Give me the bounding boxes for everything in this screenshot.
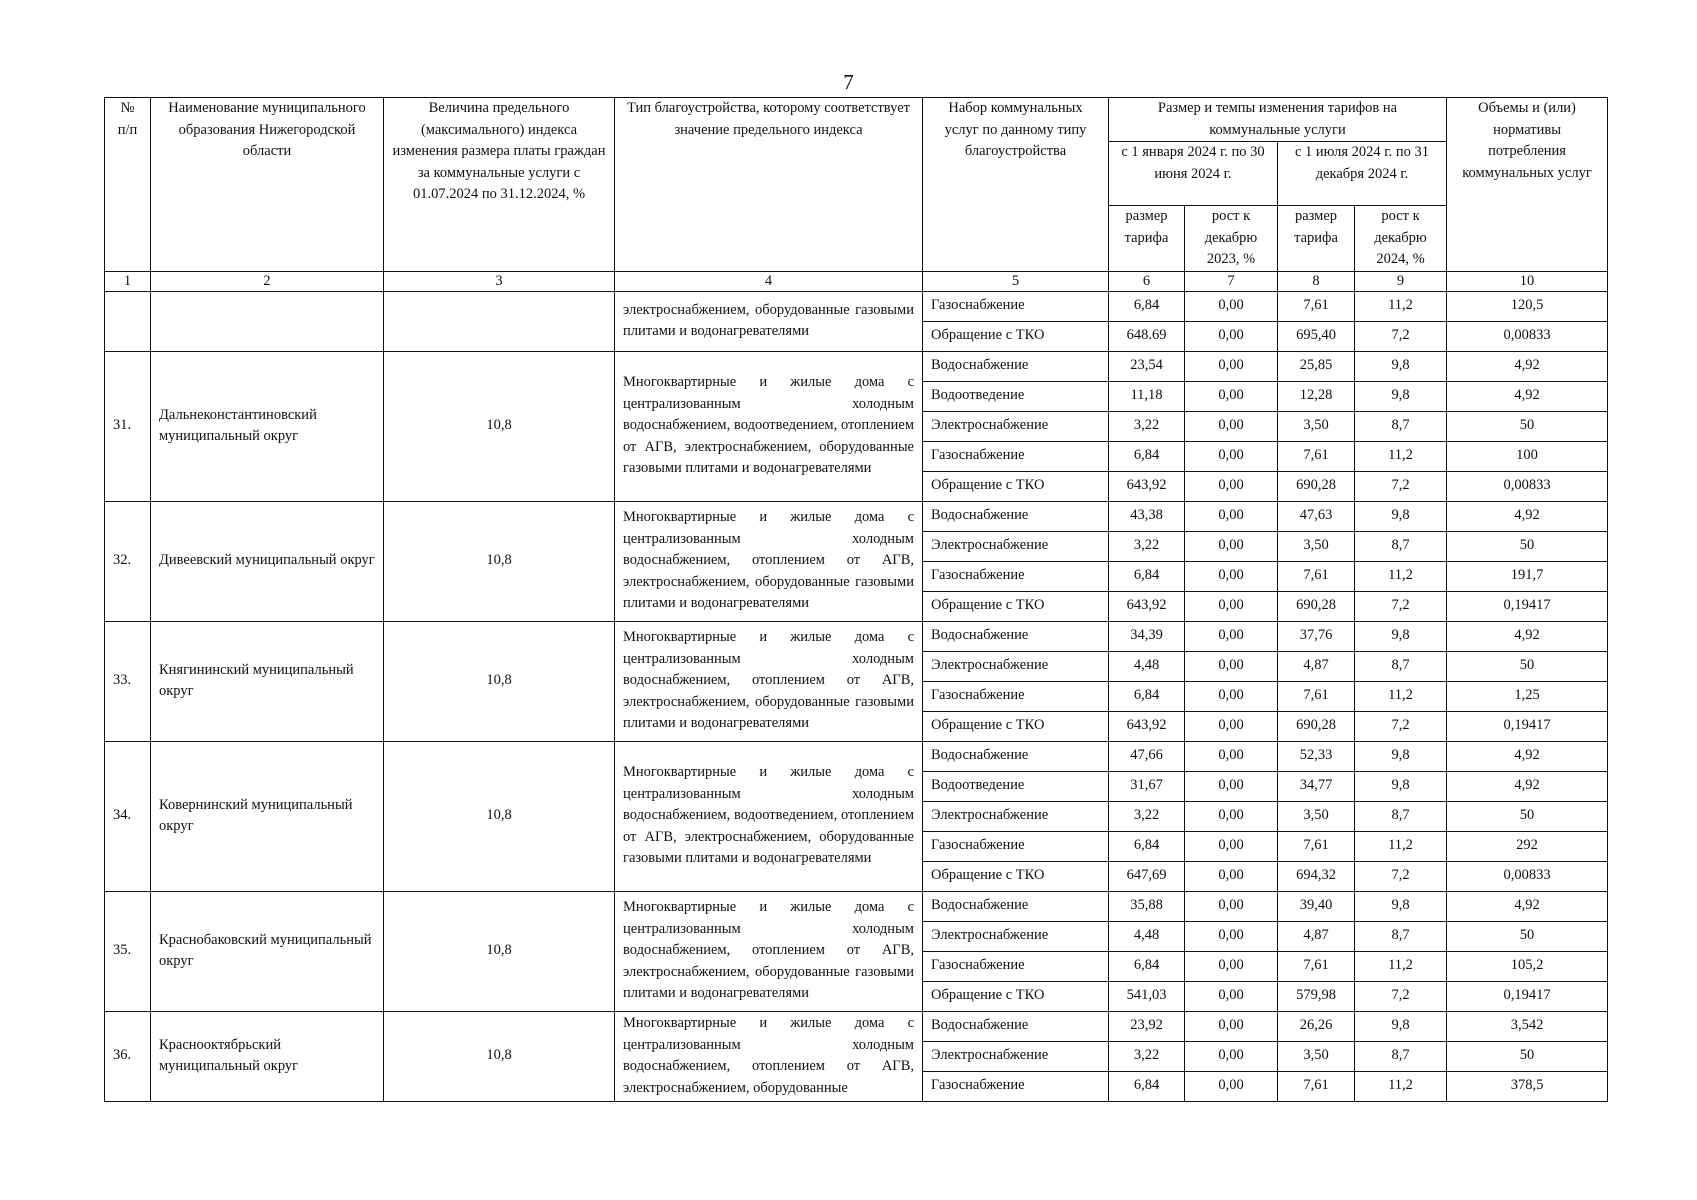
- growth-h2: 11,2: [1355, 561, 1447, 591]
- tariff-h2: 7,61: [1278, 561, 1355, 591]
- service-name: Электроснабжение: [923, 531, 1109, 561]
- table-row: [105, 1011, 1608, 1041]
- growth-h1: 0,00: [1185, 711, 1278, 741]
- consumption-norm: 0,19417: [1447, 981, 1608, 1011]
- growth-h2: 11,2: [1355, 681, 1447, 711]
- service-name: Обращение с ТКО: [923, 711, 1109, 741]
- improvement-type: Многоквартирные и жилые дома с централизованным холодным водоснабжением, отоплением от АГВ, электроснабжением, оборудованные: [615, 1011, 923, 1101]
- consumption-norm: 0,00833: [1447, 861, 1608, 891]
- growth-h1: 0,00: [1185, 801, 1278, 831]
- row-number: 32.: [105, 501, 151, 621]
- growth-h1: 0,00: [1185, 351, 1278, 381]
- growth-h2: 8,7: [1355, 531, 1447, 561]
- tariff-h1: 3,22: [1109, 531, 1185, 561]
- column-number: 1: [105, 271, 151, 291]
- growth-h2: 11,2: [1355, 951, 1447, 981]
- growth-h2: 11,2: [1355, 831, 1447, 861]
- tariff-h1: 6,84: [1109, 831, 1185, 861]
- tariff-h1: 23,54: [1109, 351, 1185, 381]
- consumption-norm: 191,7: [1447, 561, 1608, 591]
- municipality-name: Ковернинский муниципальный округ: [151, 741, 384, 891]
- table-body: [105, 291, 1608, 1101]
- tariff-h2: 37,76: [1278, 621, 1355, 651]
- column-number: 9: [1355, 271, 1447, 291]
- consumption-norm: 4,92: [1447, 621, 1608, 651]
- header-col-growth-1: рост к декабрю 2023, %: [1185, 206, 1278, 272]
- growth-h1: 0,00: [1185, 681, 1278, 711]
- table-header: [105, 98, 1608, 292]
- growth-h2: 9,8: [1355, 501, 1447, 531]
- header-col-number: № п/п: [105, 98, 151, 272]
- growth-h2: 9,8: [1355, 771, 1447, 801]
- consumption-norm: 0,00833: [1447, 321, 1608, 351]
- index-value: 10,8: [384, 891, 615, 1011]
- tariff-h2: 52,33: [1278, 741, 1355, 771]
- consumption-norm: 50: [1447, 801, 1608, 831]
- growth-h1: 0,00: [1185, 771, 1278, 801]
- municipality-name: [151, 291, 384, 351]
- service-name: Газоснабжение: [923, 681, 1109, 711]
- consumption-norm: 50: [1447, 921, 1608, 951]
- growth-h1: 0,00: [1185, 621, 1278, 651]
- improvement-type: Многоквартирные и жилые дома с централизованным холодным водоснабжением, водоотведением, отоплением от АГВ, электроснабжением, оборудованные газовыми плитами и водонагревателями: [615, 351, 923, 501]
- service-name: Электроснабжение: [923, 921, 1109, 951]
- tariff-h1: 541,03: [1109, 981, 1185, 1011]
- tariff-h2: 25,85: [1278, 351, 1355, 381]
- index-value: 10,8: [384, 1011, 615, 1101]
- municipality-name: Дальнеконстантиновский муниципальный округ: [151, 351, 384, 501]
- column-number: 8: [1278, 271, 1355, 291]
- improvement-type: Многоквартирные и жилые дома с централизованным холодным водоснабжением, отоплением от АГВ, электроснабжением, оборудованные газовыми плитами и водонагревателями: [615, 501, 923, 621]
- growth-h2: 7,2: [1355, 321, 1447, 351]
- growth-h1: 0,00: [1185, 741, 1278, 771]
- service-name: Газоснабжение: [923, 291, 1109, 321]
- consumption-norm: 4,92: [1447, 381, 1608, 411]
- tariff-h1: 3,22: [1109, 411, 1185, 441]
- service-name: Газоснабжение: [923, 831, 1109, 861]
- row-number: 31.: [105, 351, 151, 501]
- tariff-h2: 690,28: [1278, 591, 1355, 621]
- service-name: Обращение с ТКО: [923, 321, 1109, 351]
- tariff-table: [104, 97, 1608, 1102]
- consumption-norm: 4,92: [1447, 501, 1608, 531]
- service-name: Обращение с ТКО: [923, 471, 1109, 501]
- growth-h1: 0,00: [1185, 321, 1278, 351]
- column-number: 4: [615, 271, 923, 291]
- tariff-h1: 43,38: [1109, 501, 1185, 531]
- growth-h1: 0,00: [1185, 831, 1278, 861]
- tariff-h1: 6,84: [1109, 561, 1185, 591]
- tariff-h1: 35,88: [1109, 891, 1185, 921]
- growth-h2: 9,8: [1355, 621, 1447, 651]
- column-numbers-row: [105, 271, 1608, 291]
- tariff-h2: 4,87: [1278, 921, 1355, 951]
- tariff-h2: 12,28: [1278, 381, 1355, 411]
- header-col-type: Тип благоустройства, которому соответствует значение предельного индекса: [615, 98, 923, 272]
- index-value: 10,8: [384, 621, 615, 741]
- growth-h2: 11,2: [1355, 1071, 1447, 1101]
- tariff-h2: 7,61: [1278, 831, 1355, 861]
- consumption-norm: 3,542: [1447, 1011, 1608, 1041]
- row-number: 36.: [105, 1011, 151, 1101]
- growth-h1: 0,00: [1185, 1041, 1278, 1071]
- improvement-type: Многоквартирные и жилые дома с централизованным холодным водоснабжением, отоплением от АГВ, электроснабжением, оборудованные газовыми плитами и водонагревателями: [615, 891, 923, 1011]
- header-col-index: Величина предельного (максимального) индекса изменения размера платы граждан за коммунальные услуги с 01.07.2024 по 31.12.2024, %: [384, 98, 615, 272]
- consumption-norm: 0,00833: [1447, 471, 1608, 501]
- tariff-h2: 579,98: [1278, 981, 1355, 1011]
- growth-h1: 0,00: [1185, 501, 1278, 531]
- growth-h2: 8,7: [1355, 1041, 1447, 1071]
- column-number: 6: [1109, 271, 1185, 291]
- improvement-type: Многоквартирные и жилые дома с централизованным холодным водоснабжением, отоплением от АГВ, электроснабжением, оборудованные газовыми плитами и водонагревателями: [615, 621, 923, 741]
- tariff-h2: 3,50: [1278, 1041, 1355, 1071]
- growth-h2: 9,8: [1355, 351, 1447, 381]
- tariff-h1: 6,84: [1109, 681, 1185, 711]
- service-name: Водоотведение: [923, 381, 1109, 411]
- municipality-name: Краснооктябрьский муниципальный округ: [151, 1011, 384, 1101]
- growth-h2: 8,7: [1355, 801, 1447, 831]
- index-value: 10,8: [384, 501, 615, 621]
- tariff-h1: 4,48: [1109, 651, 1185, 681]
- column-number: 5: [923, 271, 1109, 291]
- tariff-h2: 3,50: [1278, 801, 1355, 831]
- table-row: [105, 291, 1608, 321]
- index-value: [384, 291, 615, 351]
- service-name: Электроснабжение: [923, 1041, 1109, 1071]
- tariff-h1: 6,84: [1109, 291, 1185, 321]
- consumption-norm: 4,92: [1447, 351, 1608, 381]
- consumption-norm: 1,25: [1447, 681, 1608, 711]
- header-tariff-group: Размер и темпы изменения тарифов на коммунальные услуги: [1109, 98, 1447, 142]
- tariff-h2: 7,61: [1278, 951, 1355, 981]
- growth-h1: 0,00: [1185, 561, 1278, 591]
- header-col-tariff-2: размер тарифа: [1278, 206, 1355, 272]
- consumption-norm: 50: [1447, 531, 1608, 561]
- service-name: Электроснабжение: [923, 651, 1109, 681]
- service-name: Водоснабжение: [923, 351, 1109, 381]
- growth-h1: 0,00: [1185, 411, 1278, 441]
- tariff-h2: 7,61: [1278, 291, 1355, 321]
- tariff-h2: 4,87: [1278, 651, 1355, 681]
- tariff-h1: 6,84: [1109, 951, 1185, 981]
- page-number: 7: [843, 70, 854, 94]
- growth-h2: 8,7: [1355, 411, 1447, 441]
- tariff-h1: 34,39: [1109, 621, 1185, 651]
- consumption-norm: 50: [1447, 651, 1608, 681]
- header-col-growth-2: рост к декабрю 2024, %: [1355, 206, 1447, 272]
- consumption-norm: 50: [1447, 411, 1608, 441]
- tariff-h1: 647,69: [1109, 861, 1185, 891]
- consumption-norm: 292: [1447, 831, 1608, 861]
- growth-h1: 0,00: [1185, 1071, 1278, 1101]
- header-period-1: с 1 января 2024 г. по 30 июня 2024 г.: [1109, 142, 1278, 206]
- growth-h2: 8,7: [1355, 921, 1447, 951]
- consumption-norm: 378,5: [1447, 1071, 1608, 1101]
- table-row: [105, 741, 1608, 771]
- tariff-h2: 7,61: [1278, 1071, 1355, 1101]
- growth-h2: 9,8: [1355, 741, 1447, 771]
- service-name: Электроснабжение: [923, 411, 1109, 441]
- tariff-h2: 3,50: [1278, 531, 1355, 561]
- header-period-2: с 1 июля 2024 г. по 31 декабря 2024 г.: [1278, 142, 1447, 206]
- service-name: Газоснабжение: [923, 441, 1109, 471]
- column-number: 10: [1447, 271, 1608, 291]
- row-number: [105, 291, 151, 351]
- consumption-norm: 0,19417: [1447, 591, 1608, 621]
- tariff-h2: 690,28: [1278, 471, 1355, 501]
- tariff-h1: 643,92: [1109, 591, 1185, 621]
- growth-h2: 8,7: [1355, 651, 1447, 681]
- growth-h1: 0,00: [1185, 891, 1278, 921]
- growth-h2: 7,2: [1355, 591, 1447, 621]
- municipality-name: Дивеевский муниципальный округ: [151, 501, 384, 621]
- service-name: Обращение с ТКО: [923, 861, 1109, 891]
- tariff-h2: 39,40: [1278, 891, 1355, 921]
- growth-h1: 0,00: [1185, 291, 1278, 321]
- tariff-h1: 47,66: [1109, 741, 1185, 771]
- header-col-services: Набор коммунальных услуг по данному типу благоустройства: [923, 98, 1109, 272]
- tariff-h1: 3,22: [1109, 801, 1185, 831]
- growth-h1: 0,00: [1185, 591, 1278, 621]
- index-value: 10,8: [384, 741, 615, 891]
- header-col-tariff-1: размер тарифа: [1109, 206, 1185, 272]
- header-col-norms: Объемы и (или) нормативы потребления коммунальных услуг: [1447, 98, 1608, 272]
- tariff-h1: 6,84: [1109, 441, 1185, 471]
- tariff-h1: 3,22: [1109, 1041, 1185, 1071]
- tariff-h2: 690,28: [1278, 711, 1355, 741]
- tariff-h2: 695,40: [1278, 321, 1355, 351]
- tariff-h1: 31,67: [1109, 771, 1185, 801]
- tariff-h1: 643,92: [1109, 711, 1185, 741]
- consumption-norm: 4,92: [1447, 771, 1608, 801]
- consumption-norm: 4,92: [1447, 741, 1608, 771]
- column-number: 2: [151, 271, 384, 291]
- tariff-h1: 648.69: [1109, 321, 1185, 351]
- growth-h2: 7,2: [1355, 981, 1447, 1011]
- growth-h1: 0,00: [1185, 951, 1278, 981]
- growth-h2: 11,2: [1355, 291, 1447, 321]
- growth-h1: 0,00: [1185, 381, 1278, 411]
- service-name: Газоснабжение: [923, 1071, 1109, 1101]
- service-name: Газоснабжение: [923, 561, 1109, 591]
- consumption-norm: 50: [1447, 1041, 1608, 1071]
- growth-h1: 0,00: [1185, 651, 1278, 681]
- index-value: 10,8: [384, 351, 615, 501]
- consumption-norm: 100: [1447, 441, 1608, 471]
- tariff-h1: 643,92: [1109, 471, 1185, 501]
- consumption-norm: 0,19417: [1447, 711, 1608, 741]
- growth-h1: 0,00: [1185, 921, 1278, 951]
- column-number: 3: [384, 271, 615, 291]
- growth-h2: 7,2: [1355, 861, 1447, 891]
- table-row: [105, 891, 1608, 921]
- service-name: Водоснабжение: [923, 621, 1109, 651]
- service-name: Водоснабжение: [923, 741, 1109, 771]
- service-name: Водоснабжение: [923, 1011, 1109, 1041]
- tariff-h2: 26,26: [1278, 1011, 1355, 1041]
- tariff-h2: 694,32: [1278, 861, 1355, 891]
- tariff-h2: 47,63: [1278, 501, 1355, 531]
- service-name: Газоснабжение: [923, 951, 1109, 981]
- service-name: Обращение с ТКО: [923, 981, 1109, 1011]
- tariff-h1: 6,84: [1109, 1071, 1185, 1101]
- table-row: [105, 501, 1608, 531]
- growth-h2: 9,8: [1355, 381, 1447, 411]
- growth-h2: 9,8: [1355, 1011, 1447, 1041]
- tariff-h2: 7,61: [1278, 681, 1355, 711]
- service-name: Электроснабжение: [923, 801, 1109, 831]
- municipality-name: Княгининский муниципальный округ: [151, 621, 384, 741]
- consumption-norm: 120,5: [1447, 291, 1608, 321]
- growth-h2: 11,2: [1355, 441, 1447, 471]
- improvement-type: электроснабжением, оборудованные газовыми плитами и водонагревателями: [615, 291, 923, 351]
- tariff-h2: 34,77: [1278, 771, 1355, 801]
- growth-h2: 7,2: [1355, 711, 1447, 741]
- consumption-norm: 4,92: [1447, 891, 1608, 921]
- growth-h2: 9,8: [1355, 891, 1447, 921]
- growth-h1: 0,00: [1185, 441, 1278, 471]
- tariff-h1: 23,92: [1109, 1011, 1185, 1041]
- growth-h1: 0,00: [1185, 861, 1278, 891]
- growth-h1: 0,00: [1185, 531, 1278, 561]
- growth-h1: 0,00: [1185, 1011, 1278, 1041]
- growth-h1: 0,00: [1185, 471, 1278, 501]
- consumption-norm: 105,2: [1447, 951, 1608, 981]
- municipality-name: Краснобаковский муниципальный округ: [151, 891, 384, 1011]
- growth-h2: 7,2: [1355, 471, 1447, 501]
- tariff-h1: 4,48: [1109, 921, 1185, 951]
- improvement-type: Многоквартирные и жилые дома с централизованным холодным водоснабжением, водоотведением, отоплением от АГВ, электроснабжением, оборудованные газовыми плитами и водонагревателями: [615, 741, 923, 891]
- service-name: Водоснабжение: [923, 891, 1109, 921]
- header-col-municipality: Наименование муниципального образования Нижегородской области: [151, 98, 384, 272]
- service-name: Водоснабжение: [923, 501, 1109, 531]
- table-row: [105, 351, 1608, 381]
- service-name: Обращение с ТКО: [923, 591, 1109, 621]
- service-name: Водоотведение: [923, 771, 1109, 801]
- table-row: [105, 621, 1608, 651]
- row-number: 34.: [105, 741, 151, 891]
- row-number: 33.: [105, 621, 151, 741]
- tariff-h2: 3,50: [1278, 411, 1355, 441]
- row-number: 35.: [105, 891, 151, 1011]
- tariff-h2: 7,61: [1278, 441, 1355, 471]
- column-number: 7: [1185, 271, 1278, 291]
- growth-h1: 0,00: [1185, 981, 1278, 1011]
- tariff-h1: 11,18: [1109, 381, 1185, 411]
